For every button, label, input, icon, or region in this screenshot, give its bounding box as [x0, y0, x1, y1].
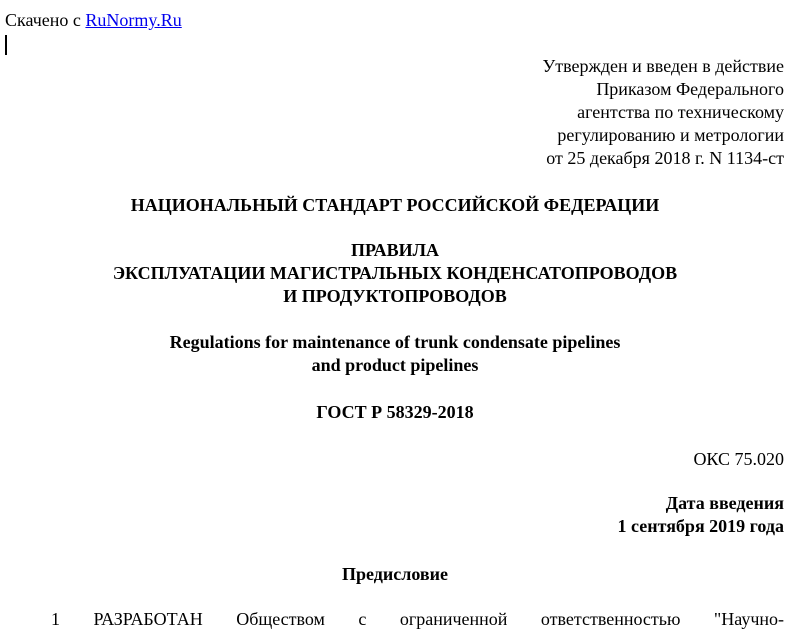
approval-line: Утвержден и введен в действие — [542, 56, 784, 76]
paragraph-word: ответственностью — [540, 609, 681, 629]
rules-title-line: ПРАВИЛА — [350, 240, 440, 260]
english-title-line: and product pipelines — [311, 355, 479, 375]
approval-line: регулированию и метрологии — [557, 125, 784, 145]
approval-line: от 25 декабря 2018 г. N 1134-ст — [546, 148, 784, 168]
paragraph-word: ограниченной — [399, 609, 508, 629]
paragraph-word: 1 — [51, 609, 60, 629]
intro-date-value: 1 сентября 2019 года — [617, 516, 784, 536]
rules-title-line: ЭКСПЛУАТАЦИИ МАГИСТРАЛЬНЫХ КОНДЕНСАТОПРОВОДОВ — [112, 263, 678, 283]
oks-code: ОКС 75.020 — [693, 449, 784, 469]
paragraph-word: Обществом — [236, 609, 325, 629]
approval-line: Приказом Федерального — [596, 79, 784, 99]
national-standard-title: НАЦИОНАЛЬНЫЙ СТАНДАРТ РОССИЙСКОЙ ФЕДЕРАЦИИ — [130, 195, 660, 215]
source-link[interactable]: RuNormy.Ru — [85, 10, 182, 30]
rules-title — [0, 239, 790, 308]
paragraph-word: с — [358, 609, 367, 629]
intro-date-label: Дата введения — [665, 493, 784, 513]
gost-number: ГОСТ Р 58329-2018 — [316, 402, 474, 422]
source-line — [5, 9, 182, 31]
rules-title-line: И ПРОДУКТОПРОВОДОВ — [283, 286, 507, 306]
foreword-title: Предисловие — [342, 564, 448, 584]
paragraph-word: РАЗРАБОТАН — [93, 609, 203, 629]
intro-date-block — [618, 492, 784, 538]
text-cursor — [5, 35, 7, 55]
source-prefix: Скачено с — [5, 10, 81, 30]
english-title-line: Regulations for maintenance of trunk condensate pipelines — [169, 332, 621, 352]
approval-line: агентства по техническому — [577, 102, 784, 122]
english-title — [0, 331, 790, 377]
approval-block — [484, 55, 784, 170]
paragraph-1 — [51, 607, 784, 631]
paragraph-word: "Научно- — [713, 609, 784, 629]
